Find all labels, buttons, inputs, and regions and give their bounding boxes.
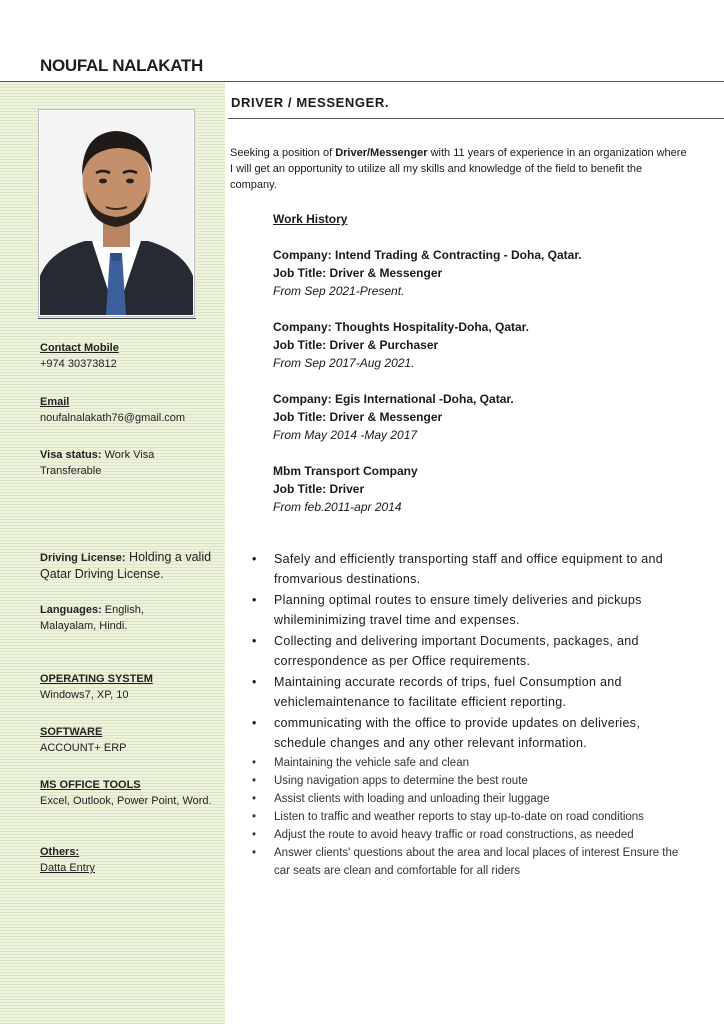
duty-text: Safely and efficiently transporting staff and office equipment to and fromvarious destinations.	[274, 552, 663, 586]
software-value: ACCOUNT+ ERP	[40, 742, 127, 754]
job-company: Mbm Transport Company	[273, 464, 418, 478]
duty-text: Assist clients with loading and unloading their luggage	[274, 793, 550, 805]
duty-text: Maintaining accurate records of trips, fuel Consumption and vehiclemaintenance to facilitate efficient reporting.	[274, 675, 622, 709]
portrait-image	[40, 111, 193, 315]
os-section	[40, 671, 153, 703]
email-section	[40, 394, 185, 426]
software-label: SOFTWARE	[40, 726, 103, 738]
bullet-icon: •	[252, 716, 257, 730]
visa-label: Visa status:	[40, 449, 102, 461]
duty-text: Using navigation apps to determine the best route	[274, 775, 528, 787]
languages-section	[40, 602, 190, 634]
languages-value: English, Malayalam, Hindi.	[40, 604, 144, 632]
bullet-icon: •	[252, 552, 257, 566]
driving-license-value: Holding a valid Qatar Driving License.	[40, 550, 212, 581]
career-summary	[230, 145, 690, 193]
header-divider	[0, 81, 724, 82]
job-entry	[273, 462, 693, 516]
duty-text: Listen to traffic and weather reports to stay up-to-date on road conditions	[274, 811, 644, 823]
others-section	[40, 844, 95, 876]
visa-value: Work Visa Transferable	[40, 449, 155, 477]
job-title: Job Title: Driver & Messenger	[273, 266, 443, 280]
email-label: Email	[40, 396, 70, 408]
list-item	[252, 790, 692, 808]
duties-list	[252, 549, 692, 880]
driving-license-section	[40, 549, 222, 582]
bullet-icon: •	[252, 675, 257, 689]
job-entry	[273, 390, 693, 444]
languages-label: Languages:	[40, 604, 102, 616]
job-company: Company: Egis International -Doha, Qatar.	[273, 392, 514, 406]
list-item	[252, 754, 692, 772]
photo-divider	[38, 318, 196, 319]
ms-office-label: MS OFFICE TOOLS	[40, 779, 141, 791]
email-value: noufalnalakath76@gmail.com	[40, 412, 186, 424]
list-item	[252, 713, 692, 753]
list-item	[252, 549, 692, 589]
job-entry	[273, 246, 693, 300]
job-title: Job Title: Driver	[273, 482, 365, 496]
position-title: DRIVER / MESSENGER.	[231, 95, 390, 110]
bullet-icon: •	[252, 847, 257, 859]
driving-license-label: Driving License:	[40, 552, 126, 564]
bullet-icon: •	[252, 829, 257, 841]
bullet-icon: •	[252, 793, 257, 805]
duty-text: Answer clients' questions about the area and local places of interest Ensure the car seats are clean and comfortable for all riders	[274, 847, 679, 877]
list-item	[252, 631, 692, 671]
job-period: From Sep 2021-Present.	[273, 284, 405, 298]
summary-text-start: Seeking a position of	[230, 147, 336, 159]
duty-text: Planning optimal routes to ensure timely deliveries and pickups whileminimizing travel time and expenses.	[274, 593, 642, 627]
visa-section	[40, 447, 190, 479]
others-label: Others:	[40, 846, 80, 858]
list-item	[252, 826, 692, 844]
contact-label: Contact Mobile	[40, 342, 119, 354]
job-entry	[273, 318, 693, 372]
duty-text: Adjust the route to avoid heavy traffic or road constructions, as needed	[274, 829, 634, 841]
duty-text: Maintaining the vehicle safe and clean	[274, 757, 469, 769]
os-label: OPERATING SYSTEM	[40, 673, 153, 685]
job-company: Company: Thoughts Hospitality-Doha, Qatar.	[273, 320, 530, 334]
duty-text: Collecting and delivering important Documents, packages, and correspondence as per Office requirements.	[274, 634, 639, 668]
summary-text-end: with 11 years of experience in an organization where I will get an opportunity to utilize all my skills and knowledge of the field to benefit the company.	[230, 147, 687, 191]
job-period: From Sep 2017-Aug 2021.	[273, 356, 415, 370]
list-item	[252, 672, 692, 712]
candidate-name: NOUFAL NALAKATH	[40, 56, 203, 75]
bullet-icon: •	[252, 634, 257, 648]
ms-office-value: Excel, Outlook, Power Point, Word.	[40, 795, 212, 807]
job-title: Job Title: Driver & Messenger	[273, 410, 443, 424]
duty-text: communicating with the office to provide updates on deliveries, schedule changes and any other relevant information.	[274, 716, 641, 750]
job-title: Job Title: Driver & Purchaser	[273, 338, 439, 352]
others-value: Datta Entry	[40, 862, 96, 874]
bullet-icon: •	[252, 775, 257, 787]
bullet-icon: •	[252, 811, 257, 823]
work-history-heading: Work History	[273, 212, 348, 226]
contact-mobile-value: +974 30373812	[40, 358, 117, 370]
title-divider	[228, 118, 724, 119]
job-period: From feb.2011-apr 2014	[273, 500, 402, 514]
list-item	[252, 808, 692, 826]
bullet-icon: •	[252, 593, 257, 607]
work-history	[273, 210, 693, 534]
profile-photo	[38, 109, 195, 317]
summary-highlight: Driver/Messenger	[335, 147, 428, 159]
ms-office-section	[40, 777, 218, 809]
job-company: Company: Intend Trading & Contracting - Doha, Qatar.	[273, 248, 582, 262]
list-item	[252, 844, 692, 880]
bullet-icon: •	[252, 757, 257, 769]
list-item	[252, 590, 692, 630]
software-section	[40, 724, 127, 756]
job-period: From May 2014 -May 2017	[273, 428, 418, 442]
list-item	[252, 772, 692, 790]
contact-section	[40, 340, 119, 372]
os-value: Windows7, XP, 10	[40, 689, 129, 701]
